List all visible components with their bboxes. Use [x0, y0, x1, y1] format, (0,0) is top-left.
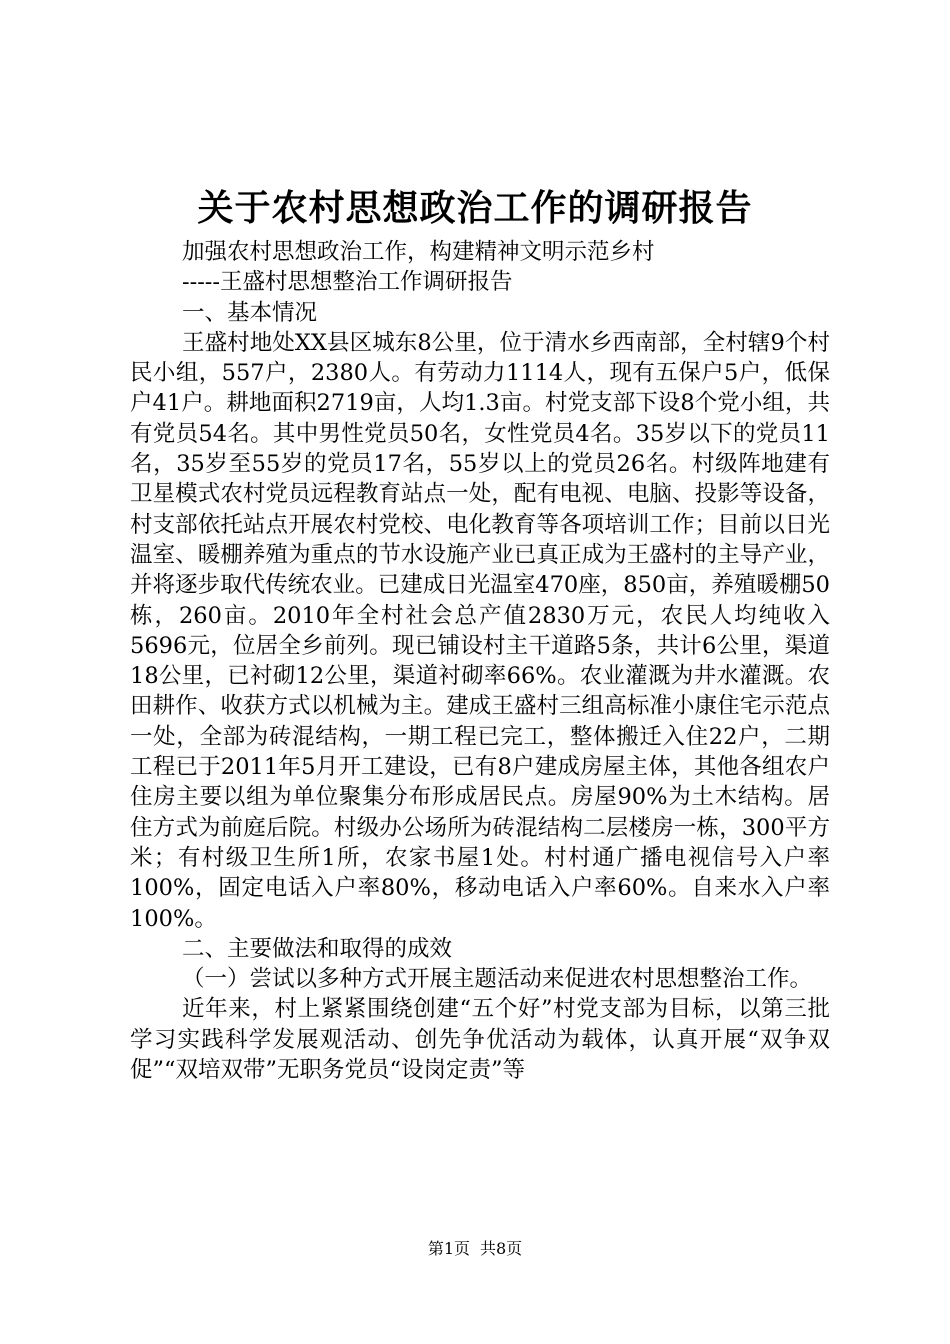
- section-subheading: （一）尝试以多种方式开展主题活动来促进农村思想整治工作。: [182, 966, 813, 993]
- section-heading: 一、基本情况: [182, 299, 318, 326]
- document-title: 关于农村思想政治工作的调研报告: [197, 187, 753, 229]
- document-subtitle-2: -----王盛村思想整治工作调研报告: [182, 269, 513, 296]
- document-subtitle: 加强农村思想政治工作，构建精神文明示范乡村: [182, 239, 655, 265]
- page-total: 共8页: [480, 1239, 523, 1258]
- paragraph: 王盛村地处XX县区城东8公里，位于清水乡西南部，全村辖9个村民小组，557户，2380人。有劳动力1114人，现有五保户5户，低保户41户。耕地面积2719亩，人均1.3亩。村党支部下设8个党小组，共有党员54名。其中男性党员50名，女性党员4名。35岁以下的党员11名，35岁至55岁的党员17名，55岁以上的党员26名。村级阵地建有卫星模式农村党员远程教育站点一处，配有电视、电脑、投影等设备，村支部依托站点开展农村党校、电化教育等各项培训工作；目前以日光温室、暖棚养殖为重点的节水设施产业已真正成为王盛村的主导产业，并将逐步取代传统农业。已建成日光温室470座，850亩，养殖暖棚50栋，260亩。2010年全村社会总产值2830万元，农民人均纯收入5696元，位居全乡前列。现已铺设村主干道路5条，共计6公里，渠道18公里，已衬砌12公里，渠道衬砌率66%。农业灌溉为井水灌溉。农田耕作、收获方式以机械为主。建成王盛村三组高标准小康住宅示范点一处，全部为砖混结构，一期工程已完工，整体搬迁入住22户，二期工程已于2011年5月开工建设，已有8户建成房屋主体，其他各组农户住房主要以组为单位聚集分布形成居民点。房屋90%为土木结构。居住方式为前庭后院。村级办公场所为砖混结构二层楼房一栋，300平方米；有村级卫生所1所，农家书屋1处。村村通广播电视信号入户率100%，固定电话入户率80%，移动电话入户率60%。自来水入户率100%。: [130, 329, 830, 932]
- document-body: [130, 237, 830, 1085]
- section-heading: 二、主要做法和取得的成效: [182, 935, 453, 962]
- page-number: 第1页: [427, 1239, 470, 1258]
- page-footer: [0, 1238, 950, 1260]
- paragraph: 近年来，村上紧紧围绕创建“五个好”村党支部为目标，以第三批学习实践科学发展观活动、创先争优活动为载体，认真开展“双争双促”“双培双带”无职务党员“设岗定责”等: [130, 996, 830, 1084]
